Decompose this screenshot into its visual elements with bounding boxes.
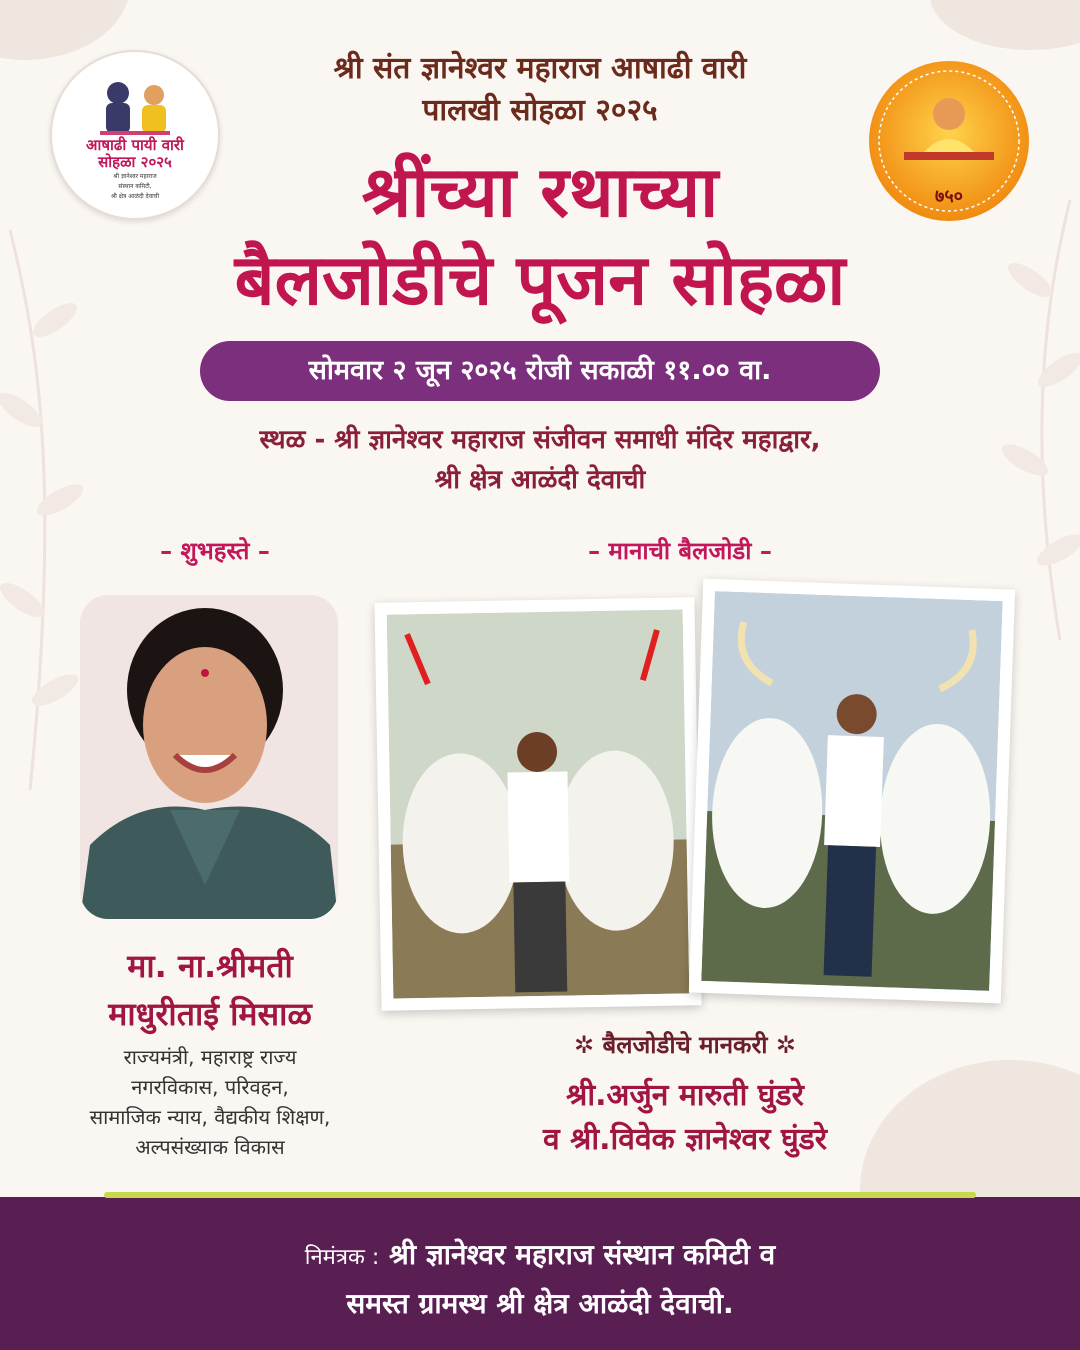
designation-line: अल्पसंख्याक विकास <box>135 1135 285 1159</box>
title-line1: श्रींच्या रथाच्या <box>361 151 719 233</box>
accent-divider <box>104 1192 976 1198</box>
footer-prefix: निमंत्रक : <box>304 1245 380 1270</box>
header-line1: श्री संत ज्ञानेश्वर महाराज आषाढी वारी <box>333 51 747 86</box>
seal-number: ७५० <box>934 186 964 207</box>
bull-pair-photo-1 <box>374 597 701 1011</box>
venue-text <box>60 420 1020 500</box>
chief-guest-name <box>60 942 360 1038</box>
event-header <box>0 48 1080 132</box>
logo-sub-line2: संस्थान कमिटी, <box>118 183 152 190</box>
chief-guest-photo <box>80 595 338 919</box>
name-line2: माधुरीताई मिसाळ <box>108 995 312 1033</box>
designation-line: नगरविकास, परिवहन, <box>131 1075 289 1099</box>
title-line2: बैलजोडीचे पूजन सोहळा <box>234 239 846 321</box>
bull-pair-heading: – मानाची बैलजोडी – <box>588 537 772 565</box>
designation-line: राज्यमंत्री, महाराष्ट्र राज्य <box>123 1045 297 1069</box>
logo-title-line1: आषाढी पायी वारी <box>86 136 184 154</box>
corner-circle-top-right <box>930 0 1080 50</box>
mankari-names <box>480 1074 890 1162</box>
chief-guest-heading: – शुभहस्ते – <box>160 537 270 565</box>
logo-sub-line3: श्री क्षेत्र आळंदी देवाची <box>110 193 159 200</box>
venue-line2: श्री क्षेत्र आळंदी देवाची <box>434 465 646 495</box>
footer-line1: श्री ज्ञानेश्वर महाराज संस्थान कमिटी व <box>389 1238 776 1271</box>
mankari-line2: व श्री.विवेक ज्ञानेश्वर घुंडरे <box>543 1122 827 1157</box>
header-line2: पालखी सोहळा २०२५ <box>422 93 658 128</box>
mankari-label: ✲ बैलजोडीचे मानकरी ✲ <box>574 1031 796 1059</box>
page-title <box>0 148 1080 324</box>
bull-photo-illustration <box>387 609 690 998</box>
footer-text <box>0 1232 1080 1327</box>
portrait-illustration <box>80 595 338 919</box>
logo-sub-line1: श्री ज्ञानेश्वर महाराज <box>113 173 157 180</box>
bull-photo-illustration <box>701 591 1002 991</box>
name-line1: मा. ना.श्रीमती <box>127 947 293 985</box>
mankari-line1: श्री.अर्जुन मारुती घुंडरे <box>566 1078 804 1113</box>
venue-line1: स्थळ - श्री ज्ञानेश्वर महाराज संजीवन समाधी मंदिर महाद्वार, <box>259 425 821 455</box>
logo-title-line2: सोहळा २०२५ <box>98 153 172 171</box>
designation-line: सामाजिक न्याय, वैद्यकीय शिक्षण, <box>89 1105 331 1129</box>
footer-line2: समस्त ग्रामस्थ श्री क्षेत्र आळंदी देवाची. <box>346 1287 734 1320</box>
datetime-pill: सोमवार २ जून २०२५ रोजी सकाळी ११.०० वा. <box>200 341 880 401</box>
chief-guest-designation <box>40 1042 380 1162</box>
bull-pair-photo-2 <box>689 579 1015 1004</box>
